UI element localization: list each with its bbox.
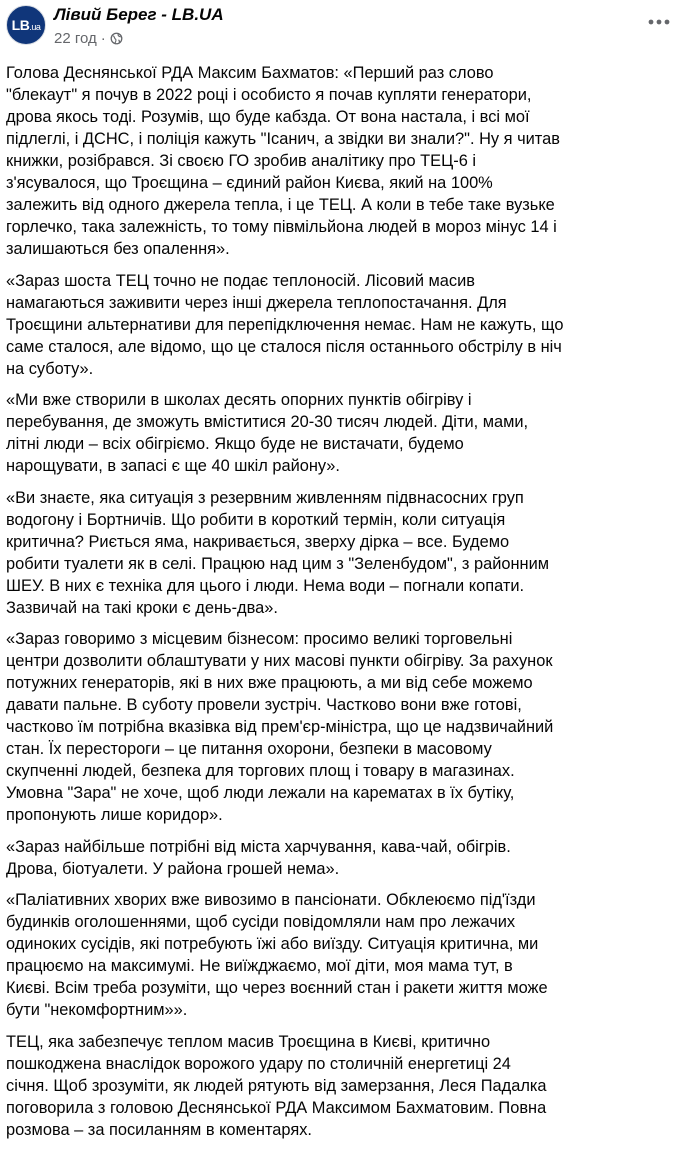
post-header <box>0 0 690 60</box>
post-timestamp[interactable]: 22 год <box>54 30 97 47</box>
avatar-text: LB <box>11 17 30 33</box>
post-paragraph: ТЕЦ, яка забезпечує теплом масив Троєщина в Києві, критично пошкоджена внаслідок ворожого удару по столичній енергетиці 24 січня. Щоб зрозуміти, як людей рятують від замерзання, Леся Падалка поговорила з головою Деснянської РДА Максимом Бахматовим. Повна розмова – за посиланням в коментарях. <box>6 1032 547 1139</box>
post-paragraph: Голова Деснянської РДА Максим Бахматов: «Перший раз слово "блекаут" я почув в 2022 році і особисто я почав купляти генератори, дрова якось тоді. Розумів, що буде кабзда. От вона настала, і всі мої підлеглі, і ДСНС, і поліція кажуть "Ісанич, а звідки ви знали?". Ну я читав книжки, розібрався. Зі своєю ГО зробив аналітику про ТЕЦ-6 і з'ясувалося, що Троєщина – єдиний район Києва, який на 100% залежить від одного джерела тепла, і це ТЕЦ. А коли в тебе таке вузьке горлечко, така залежність, то тому півмільйона людей в мороз мінус 14 і залишаються без опалення». <box>6 64 560 258</box>
post-paragraph: «Ми вже створили в школах десять опорних пунктів обігріву і перебування, де зможуть вміститися 20-30 тисяч людей. Діти, мами, літні люди – всіх обігріємо. Якщо буде не вистачати, будемо нарощувати, в запасі є ще 40 шкіл району». <box>6 391 529 475</box>
post-meta <box>54 30 123 47</box>
post-text <box>6 62 684 1150</box>
avatar-suffix: .ua <box>29 21 41 32</box>
page-name-link[interactable]: Лівий Берег - LB.UA <box>54 5 224 24</box>
post-paragraph: «Паліативних хворих вже вивозимо в пансіонати. Обклеюємо під'їзди будинків оголошеннями, щоб сусіди повідомляли нам про лежачих одиноких сусідів, які потребують їжі або виїзду. Ситуація критична, ми працюємо на максимумі. Не виїжджаємо, мої діти, моя мама тут, в Києві. Всім треба розуміти, що через воєнний стан і ракети життя може бути "некомфортним»». <box>6 891 548 1019</box>
globe-icon[interactable] <box>110 32 123 45</box>
post-paragraph: «Ви знаєте, яка ситуація з резервним живленням підвнасосних груп водогону і Бортничів. Що робити в короткий термін, коли ситуація критична? Риється яма, накривається, зверху дірка – все. Будемо робити туалети як в селі. Працюю над цим з "Зеленбудом", з районним ШЕУ. В них є техніка для цього і люди. Нема води – погнали копати. Зазвичай на такі кроки є день-два». <box>6 488 550 617</box>
post-paragraph: «Зараз найбільше потрібні від міста харчування, кава-чай, обігрів. Дрова, біотуалети. У района грошей нема». <box>6 837 511 878</box>
post-paragraph: «Зараз шоста ТЕЦ точно не подає теплоносій. Лісовий масив намагаються заживити через інші джерела теплопостачання. Для Троєщини альтернативи для перепідключення немає. Нам не кажуть, що саме сталося, але відомо, що це сталося після останнього обстрілу в ніч на суботу». <box>6 271 564 378</box>
page-avatar[interactable] <box>6 5 46 45</box>
post-paragraph: «Зараз говоримо з місцевим бізнесом: просимо великі торговельні центри дозволити облаштувати у них масові пункти обігріву. За рахунок потужних генераторів, які в них вже працюють, а ми від себе можемо давати пальне. В суботу провели зустріч. Частково вони вже готові, частково їм потрібна вказівка від прем'єр-міністра, що це надзвичайний стан. Їх перестороги – це питання охорони, безпеки в масовому скупченні людей, безпека для торгових площ і товару в магазинах. Умовна "Зара" не хоче, щоб люди лежали на карематах в їх бутіку, пропонують лише коридор». <box>6 630 554 824</box>
meta-separator: · <box>100 30 106 47</box>
more-horizontal-icon <box>648 19 670 25</box>
more-options-button[interactable] <box>644 10 674 34</box>
